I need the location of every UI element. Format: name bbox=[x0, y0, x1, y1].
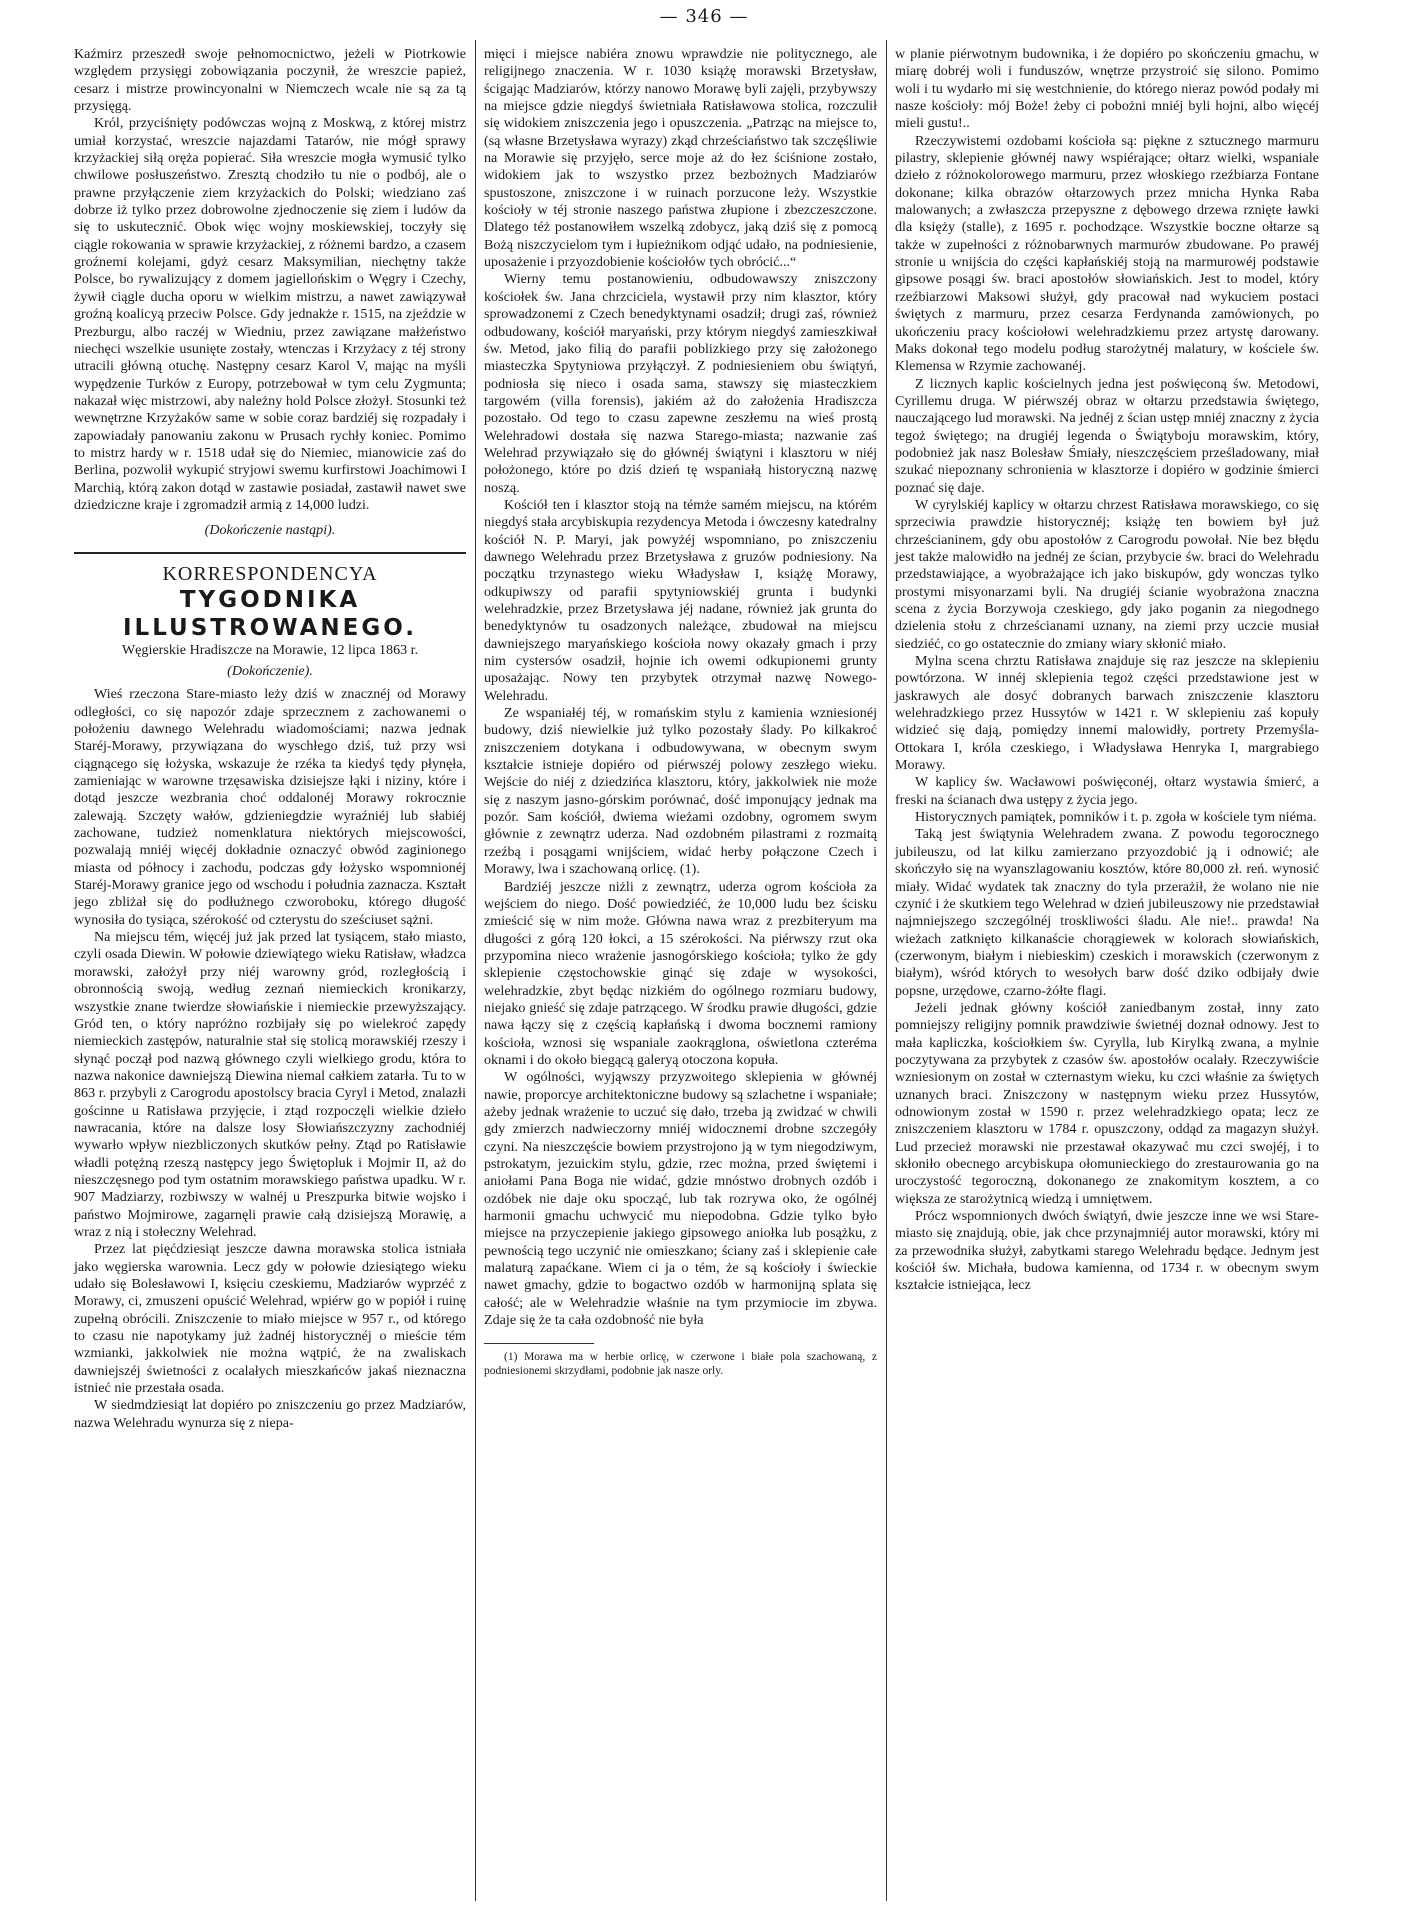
paragraph: Jeżeli jednak główny kościół zaniedbanym został, inny zato pomniejszy religijny pomnik prawdziwie świetnéj doznał odnowy. Jest to mała kapliczka, kościołkiem św. Cyrylla, lub Kirylką zwana, a mylnie poczytywana za przybytek z czasów św. apostołów ocalały. Rzeczywiście wzniesionym on został w czternastym wieku, ku czci właśnie za świętych uznanych braci. Zniszczony w następnym wieku przez Hussytów, odnowionym został w 1590 r. przez welehradzkiego opata; lecz ze zniszczeniem klasztoru w 1784 r. opuszczony, oddąd za magazyn służył. Lud przecież morawski nie przestawał okazywać mu czci swojéj, i to skłoniło obecnego arcybiskupa ołomunieckiego do zrestaurowania go na uroczystość tegoroczną, dokonanego ze znakomitym kosztem, a co większa ze starożytnicą wiedzą i umniętwem. bbox=[895, 999, 1319, 1207]
paragraph: Z licznych kaplic kościelnych jedna jest poświęconą św. Metodowi, Cyrillemu druga. W piérwszéj obraz w ołtarzu przedstawia świętego, nauczającego lud morawski. Na jednéj z ścian ustęp mniéj znaczny z życia tegoż świętego; na drugiéj legenda o Świątyboju morawskim, który, podobnież jak nasz Bolesław Śmiały, nieszczęściem prześladowany, miał szukać niepoznany schronienia w klasztorze i dopiéro w godzinie śmierci poznać się daje. bbox=[895, 375, 1319, 496]
paragraph: Wierny temu postanowieniu, odbudowawszy zniszczony kościołek św. Jana chrzciciela, wystawił przy nim klasztor, który sprowadzonemi z Czech benedyktynami osadził; drugi zaś, również odbudowany, kościół maryański, przy którym niegdyś zamieszkiwał św. Metod, jako filią do parafii poblizkiego przy się założonego miasteczka Spytyniowa przyłączył. Z podniesieniem obu świątyń, podniosła się nieco i osada sama, stawszy się miasteczkiem targowém (villa forensis), jakiém aż do założenia Hradiszcza pozostało. Od tego to czasu zapewne zeszłemu na wieś prostą Welehradowi dostała się nazwa Starego-miasta; nazwanie zaś Welehrad przywiązało się do głównéj świątyni i klasztoru w niéj położonego, które po dziś dzień tę wspaniałą historyczną nazwę noszą. bbox=[484, 271, 877, 496]
paragraph: Bardziéj jeszcze niżli z zewnątrz, uderza ogrom kościoła za wejściem do niego. Dość powiedziéć, że 10,000 ludu bez ścisku zmieścić się w nim może. Główna nawa wraz z prezbiteryum ma długości z górą 120 łokci, a 15 szérokości. Na piérwszy rzut oka przypomina nieco wrażenie jasnogórskiego kościoła; tylko że gdy sklepienie częstochowskie ginąć się zdaje w wysokości, welehradzkie, zbyt będąc nizkiém do ogólnego rozmiaru budowy, niejako gnieść się zdaje patrzącego. W środku prawie długości, gdzie nawa łączy się z częścią kapłańską i dwoma bocznemi ramiony kościoła, wznosi się wspaniale zaokrąglona, oświetlona czteréma oknami i do około biegącą galeryą otoczona kopuła. bbox=[484, 878, 877, 1068]
article-subtitle: (Dokończenie). bbox=[227, 662, 313, 679]
paragraph: Historycznych pamiątek, pomników i t. p. zgoła w kościele tym niéma. bbox=[915, 809, 1317, 826]
paragraph: W cyrylskiéj kaplicy w ołtarzu chrzest Ratisława morawskiego, co się sprzeciwia prawdzie historycznéj; książę ten bowiem był już chrześcianinem, gdy obu apostołów z Carogrodu powołał. Nie bez błędu jest także malowidło na jednéj ze ścian, przybycie św. braci do Welehradu przedstawiające, a wyobrażające ich jako biskupów, gdy wonczas tylko prostymi misyonarzami byli. Na drugiéj ścianie wyobrażona znaczna scena z życia Borzywoja czeskiego, gdy jako poganin za niegodnego dzielenia stołu z chrześcianami uznany, na ziemi przy uczcie musiał siedziéć, co go ostatecznie do zmiany wiary skłonić miało. bbox=[895, 496, 1319, 652]
paragraph: w planie piérwotnym budownika, i że dopiéro po skończeniu gmachu, w miarę dobréj woli i funduszów, wnętrze przystroić się silono. Pomimo woli i tu wydarło mi się westchnienie, do którego nieraz powód podały mi nasze kościoły: mój Boże! żeby ci pobożni mniéj byli hojni, albo więcéj mieli gustu!.. bbox=[895, 46, 1319, 132]
paragraph: Wieś rzeczona Stare-miasto leży dziś w znacznéj od Morawy odległości, co się napozór zdaje sprzecznem z zachowanemi o położeniu dawnego Welehradu wiadomościami; nazwa jednak Staréj-Morawy, przywiązana do wyschłego dziś, tuż przy wsi ciągnącego się łożyska, wskazuje że rzéka ta kiedyś tędy płynęła, zamieniając w warowne trzęsawiska dzisiejsze łąki i niziny, które i dotąd jeszcze wezbrania choć oddalonéj Morawy rokrocznie zalewają. Szczęty wałów, gdzieniegdzie wyraźniéj lub słabiéj zachowane, tudzież nomenklatura niektórych miejscowości, pozwalają mniéj więcéj dokładnie oznaczyć obwód zaginionego miasta od północy i zachodu, podczas gdy łożysko wspomnionéj Staréj-Morawy granice jego od wschodu i południa zaznacza. Kształt jego zbliżał się do podłużnego czworoboku, którego długość wynosiła do tysiąca, szérokość od czterystu do sześciuset sążni. bbox=[74, 686, 466, 928]
paragraph: Mylna scena chrztu Ratisława znajduje się raz jeszcze na sklepieniu powtórzona. W innéj sklepienia tegoż części przedstawione jest w jaskrawych ale dosyć dobranych barwach zniszczenie klasztoru welehradzkiego przez Hussytów w 1421 r. W sklepieniu zaś kopuły widzieć się dają, pomiędzy innemi malowidły, portrety Przemyśla-Ottokara I, króla czeskiego, i Władysława Henryka I, margrabiego Morawy. bbox=[895, 653, 1319, 774]
paragraph: Taką jest świątynia Welehradem zwana. Z powodu tegorocznego jubileuszu, od lat kilku zamierzano przyozdobić ją i odnowić; ale skończyło się na wyanszlagowaniu kosztów, które 80,000 zł. reń. wynosić miały. Widać wydatek tak znaczny do tyla przerażił, że wolano nie nie czynić i że skutkiem tego Welehrad w dzień jubileuszowy nie przedstawiał najmniejszego szczególnéj troskliwości śladu. Ale nie!.. prawda! Na wieżach zatknięto kilkanaście chorągiewek w kolorach słowiańskich, (czerwonym, białym i niebieskim) czeskich i morawskich (czerwonym z białym), wśród których to wesołych barw dość dziko odbijały dwie popsne, urzędowe, czarno-żółte flagi. bbox=[895, 826, 1319, 999]
footnote: (1) Morawa ma w herbie orlicę, w czerwone i białe pola szachowaną, z podniesionemi skrzydłami, podobnie jak nasze orly. bbox=[484, 1351, 877, 1378]
section-divider bbox=[74, 552, 466, 554]
paragraph: Ze wspaniałéj téj, w romańskim stylu z kamienia wzniesionéj budowy, dziś niewielkie już tylko pozostały ślady. Po kilkakroć zniszczeniem dotykana i odbudowywana, w obecnym swym kształcie istnieje dopiéro od piérwszéj polowy zeszłego wieku. Wejście do niéj z dziedzińca klasztoru, który, jakkolwiek nie może się z naszym jasno-górskim porównać, dość imponujący jednak ma pozór. Sam kościół, dwiema wieżami ozdobny, ogromem swym głównie z zewnątrz uderza. Nad ozdobném pilastrami z rozmaitą rzeźbą i posągami wnijściem, widać herby połączone Czech i Morawy, lwa i szachowaną orlicę. (1). bbox=[484, 705, 877, 878]
paragraph: Kościół ten i klasztor stoją na témże samém miejscu, na którém niegdyś stała arcybiskupia rezydencya Metoda i ówczesny katedralny kościół N. P. Maryi, jak powyżéj wspomniano, po zniszczeniu dawnego Welehradu przez Brzetysława z gruzów podniesiony. Na początku trzynastego wieku Władysław I, książę Morawy, odkupiwszy od parafii spytyniowskiéj grunta i budynki welehradzkie, przez Brzetysława jéj nadane, również jak grunta do benedyktynów tu osadzonych należące, zbudował na miejscu dawniejszego maryańskiego kościoła nowy okazały gmach i przy nim cystersów osadził, hojnie ich owemi odkupionemi grunty uposażając. Nowy ten przybytek otrzymał nazwę Nowego-Welehradu. bbox=[484, 496, 877, 704]
column-3 bbox=[895, 46, 1319, 1295]
paragraph: W siedmdziesiąt lat dopiéro po zniszczeniu go przez Madziarów, nazwa Welehradu wynurza się z niepa- bbox=[74, 1397, 466, 1431]
paragraph: Prócz wspomnionych dwóch świątyń, dwie jeszcze inne we wsi Stare-miasto się znajdują, obie, jak chce przynajmniéj autor morawski, który mi za przewodnika służył, zabytkami starego Welehradu będące. Jednym jest kościół św. Michała, budowa kamienna, od 1734 r. w obecnym swym kształcie istniejąca, lecz bbox=[895, 1208, 1319, 1294]
paragraph: W ogólności, wyjąwszy przyzwoitego sklepienia w głównéj nawie, proporcye architektoniczne budowy są szlachetne i wspaniałe; ażeby jednak wrażenie to uczuć się dało, trzeba ją zwidzać w chwili gdy zmierzch nadwieczorny mniéj widocznemi drobne szczegóły czyni. Na nieszczęście bowiem przystrojono ją w tym niegodziwym, pstrokatym, jezuickim stylu, gdzie, rzec można, przed świętemi i aniołami Pana Boga nie widać, gdzie mnóstwo drobnych ozdób i ozdóbek nie daje oku spocząć, lub tak rozrywa oko, że ogólnéj harmonii gmachu uchwycić mu niepodobna. Gdzie tylko było miejsce na przyczepienie jakiego gipsowego aniołka lub posążku, z pewnością tego uczynić nie omieszkano; ściany zaś i sklepienie całe malaturą zapaćkane. Wiem ci ja o tém, że są kościoły i świeckie nawet gmachy, gdzie to bogactwo ozdób w harmonijną splata się całość; ale w Welehradzie właśnie na tym przymiocie im zbywa. Zdaje się że ta cała ozdobność nie była bbox=[484, 1069, 877, 1329]
paragraph: Rzeczywistemi ozdobami kościoła są: piękne z sztucznego marmuru pilastry, sklepienie głównéj nawy wspiérające; ołtarz wielki, wspaniale dzieło z różnokolorowego marmuru, przez włoskiego rzeźbiarza Fontane dokonane; kilka obrazów ołtarzowych przez mnicha Hynka Raba malowanych; a zwłaszcza przepyszne z dębowego drzewa rznięte ławki dla księży (stalle), z 1695 r. pochodzące. Wszystkie boczne ołtarze są także w zupełności z różnobarwnych marmurów zbudowane. Po prawéj stronie u wnijścia do części kapłańskiéj stoją na marmurowéj podstawie gipsowe posągi św. braci apostołów słowiańskich. Jest to model, który rzeźbiarzowi Maksowi służył, gdy pracował nad wykuciem postaci świętych z marmuru, przez cesarza Ferdynanda zamówionych, po ukończeniu pracy kościołowi welehradzkiemu przez artystę darowany. Maks dokonał tego modelu podług starożytnéj malatury, w kościele św. Klemensa w Rzymie zachowanéj. bbox=[895, 132, 1319, 375]
column-divider-right bbox=[886, 40, 887, 1901]
column-2 bbox=[484, 46, 877, 1378]
footnote-divider bbox=[484, 1343, 594, 1344]
section-heading: KORRESPONDENCYA bbox=[162, 562, 378, 585]
paragraph: Kaźmirz przeszedł swoje pełnomocnictwo, jeżeli w Piotrkowie względem przysięgi zobowiązania poczynił, że wreszcie papież, cesarz i mistrze prowincyonalni w Niemczech wcale nie są za tą przysięgą. bbox=[74, 46, 466, 115]
column-1 bbox=[74, 46, 466, 1432]
page-number: — 346 — bbox=[659, 6, 749, 27]
dateline: Węgierskie Hradiszcze na Morawie, 12 lipca 1863 r. bbox=[121, 641, 419, 658]
paragraph: Król, przyciśnięty podówczas wojną z Moskwą, z której mistrz umiał korzystać, wreszcie najazdami Tatarów, nie mógł sprawy krzyżackiej siłą oręża popierać. Siła wreszcie mogła wymusić tylko chwilowe posłuszeństwo. Zresztą chodziło tu nie o podbój, ale o prawne przyłączenie ziem krzyżackich do Polski; wiedziano zaś dobrze iż tylko przez dobrowolne zjednoczenie się ziem i ludów da się to uskutecznić. Obok więc wojny moskiewskiej, toczyły się ciągle rokowania w sprawie krzyżackiej, z różnemi bardzo, a czasem groźnemi kolejami, gdyż cesarz Maksymilian, niechętny także Polsce, bo rywalizujący z domem jagiellońskim o Węgry i Czechy, żywił ciągle ducha oporu w wielkim mistrzu, a nawet zawiązywał groźną koalicyą przeciw Polsce. Gdy jednakże r. 1515, na zjeździe w Prezburgu, albo raczéj w Wiedniu, przez zawiązane małżeństwo niechęci wszelkie usunięte zostały, wtenczas i Krzyżacy z téj strony utracili główną otuchę. Następny cesarz Karol V, mając na myśli wypędzenie Turków z Europy, potrzebował w tym celu Zygmunta; nakazał więc mistrzowi, aby należny hold Polsce złożył. Stosunki też wewnętrzne Krzyżaków same w sobie coraz bardziéj się rozpadały i zapowiadały panowaniu zakonu w Prusach rychły koniec. Pomimo to mistrz hardy w r. 1518 udał się do Niemiec, mianowicie zaś do Berlina, pozwolił wykupić stryjowi swemu kurfirstowi Joachimowi I Marchią, którą zakon dotąd w zastawie posiadał, zastawił nawet swe dziedziczne kraje i zgromadził armią z 14,000 ludzi. bbox=[74, 115, 466, 513]
paragraph: W kaplicy św. Wacławowi poświęconéj, ołtarz wystawia śmierć, a freski na ścianach dwa ustępy z życia jego. bbox=[895, 774, 1319, 808]
continuation-note: (Dokończenie nastąpi). bbox=[204, 522, 336, 539]
paragraph: Na miejscu tém, więcéj już jak przed lat tysiącem, stało miasto, czyli osada Diewin. W połowie dziewiątego wieku Ratisław, władzca morawski, założył przy niéj warowny gród, rozległością i obronnością swoją, według zeznań niemieckich kronikarzy, wszystkie znane twierdze słowiańskie i niemieckie przewyższający. Gród ten, o który napróżno rozbijały się po wielekroć zapędy niemieckich zastępów, naturalnie stał się stolicą morawskiéj rzeszy i słynąć począł pod nazwą głównego czyli wielkiego grodu, która to nazwa nakonice dawniejszą Diewina niemal całkiem zatarła. Tu to w 863 r. przybyli z Carogrodu apostolscy bracia Cyryl i Metod, znalazłi gościnne u Ratisława przyjęcie, i ztąd rozpoczęli wielkie dzieło nawracania, które na dalsze losy Słowiańszczyzny zachodniéj wywarło wpływ niezbliczonych skutków pełny. Ztąd po Ratisławie władli potężną rzeszą następcy jego Świętopluk i Mojmir II, aż do nieszczęsnego pod tym ostatnim morawskiego państwa upadku. W r. 907 Madziarzy, rozbiwszy w walnéj u Preszpurka bitwie wojsko i państwo Mojmirowe, zagarnęli prawie całą dzisiejszą Morawię, a wraz z nią i stołeczny Welehrad. bbox=[74, 929, 466, 1240]
column-divider-left bbox=[475, 40, 476, 1901]
paragraph: Przez lat pięćdziesiąt jeszcze dawna morawska stolica istniała jako węgierska warownia. Lecz gdy w połowie dziesiątego wieku udało się Bolesławowi I, księciu czeskiemu, Madziarów wyprzéć z Morawy, ci, zmuszeni opuścić Welehrad, wpiérw go w popiół i ruinę zupełną obrócili. Zniszczenie to miało miejsce w 957 r., od którego to czasu nie napotykamy już żadnéj historycznéj o mieście tém wzmianki, jakkolwiek nie można wątpić, że na zwaliskach dawniejszéj świetności z ocalałych mieszkańców jakaś nieznaczna istnieć nie przestała osada. bbox=[74, 1241, 466, 1397]
paragraph: mięci i miejsce nabiéra znowu wprawdzie nie politycznego, ale religijnego znaczenia. W r. 1030 książę morawski Brzetysław, ścigając Madziarów, którzy nanowo Morawę byli zajęli, przybywszy na miejsce gdzie niegdyś świetniała Ratisławowa stolica, rozczulił się widokiem zniszczenia jego i opuszczenia. „Patrząc na miejsce to, (są własne Brzetysława wyrazy) zkąd chrześciaństwo tak szczęśliwie na Morawie się przyjęło, serce moje aż do łez ściśnione zostało, widokiem jak to wszystko przez bezbożnych Madziarów spustoszone, zniszczone i w ruinach porzucone leży. Wszystkie kościoły w téj stronie naszego państwa złupione i zbezczeszczone. Dlatego téż postanowiłem wszelką zdobycz, jaką dziś się z pomocą Bożą niszczycielom tym i łupieżnikom odjąć udało, na podniesienie, uposażenie i przyozdobienie kościołów tych obrócić...“ bbox=[484, 46, 877, 271]
magazine-title: TYGODNIKA ILLUSTROWANEGO. bbox=[122, 586, 417, 641]
